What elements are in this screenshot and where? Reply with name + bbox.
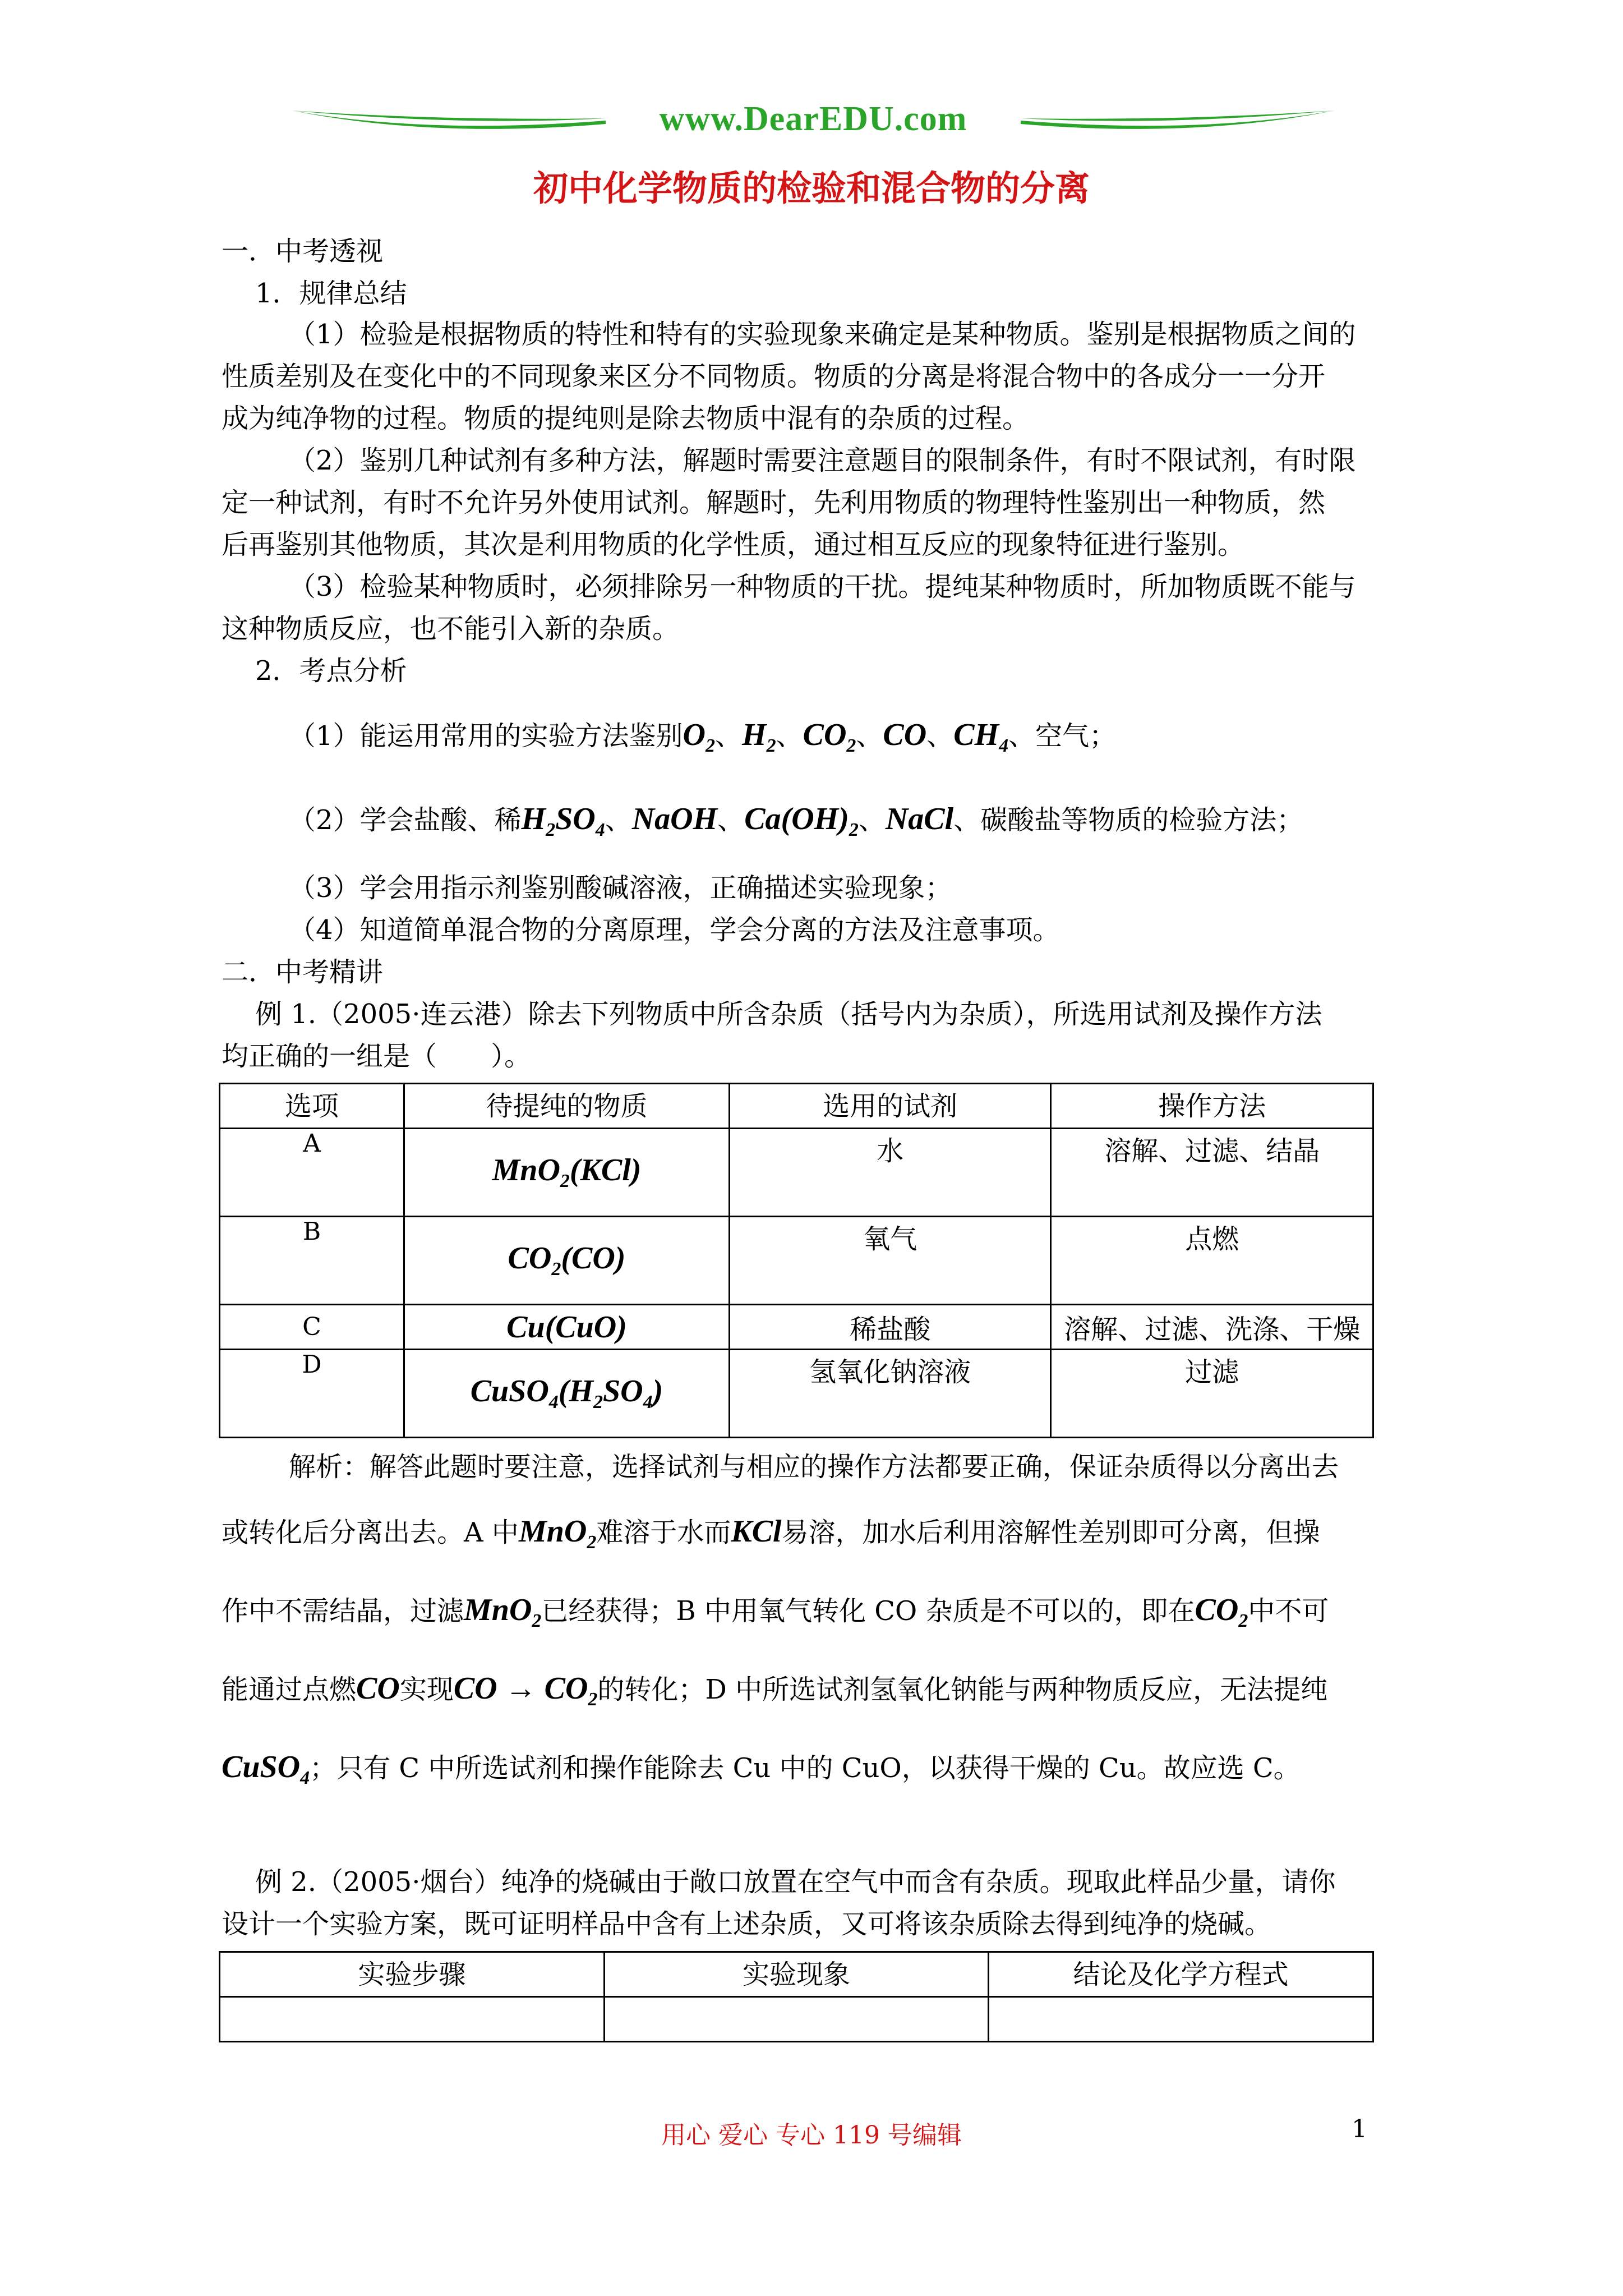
analysis-line: 解析：解答此题时要注意，选择试剂与相应的操作方法都要正确，保证杂质得以分离出去 bbox=[289, 1451, 1339, 1483]
key-point-text: （2）学会盐酸、稀 bbox=[289, 804, 522, 836]
key-point-1: （1）能运用常用的实验方法鉴别$O_2$、$H_2$、$CO_2$、CO、$CH_4$、空气； bbox=[289, 717, 1117, 757]
method-cell: 点燃 bbox=[1051, 1217, 1373, 1305]
formula-ch4: $CH_4$ bbox=[953, 717, 1009, 757]
example-1-table bbox=[219, 1083, 1374, 1438]
option-cell: A bbox=[220, 1129, 404, 1217]
formula-h2so4: $H_2SO_4$ bbox=[521, 802, 605, 841]
paragraph-line: 这种物质反应，也不能引入新的杂质。 bbox=[222, 613, 680, 645]
reagent-cell: 水 bbox=[729, 1129, 1050, 1217]
analysis-line: 或转化后分离出去。A 中MnO$_2$难溶于水而KCl易溶，加水后利用溶解性差别即可分离，但操 bbox=[222, 1514, 1320, 1553]
method-cell: 溶解、过滤、洗涤、干燥 bbox=[1051, 1305, 1373, 1350]
section-heading: 二．中考精讲 bbox=[222, 956, 384, 988]
section-heading: 一．中考透视 bbox=[222, 236, 384, 267]
empty-cell bbox=[989, 1997, 1373, 2042]
formula-naoh: NaOH bbox=[631, 802, 718, 836]
method-cell: 溶解、过滤、结晶 bbox=[1051, 1129, 1373, 1217]
table-header-cell: 操作方法 bbox=[1051, 1084, 1373, 1129]
substance-cell: $CuSO_4(H_2SO_4)$ bbox=[404, 1350, 729, 1438]
formula-co2: $CO_2$ bbox=[1195, 1593, 1248, 1632]
paragraph-line: 性质差别及在变化中的不同现象来区分不同物质。物质的分离是将混合物中的各成分一一分开 bbox=[222, 361, 1326, 392]
table-row bbox=[220, 1217, 1373, 1305]
table-header-row bbox=[220, 1084, 1373, 1129]
formula-o2: $O_2$ bbox=[683, 717, 715, 757]
formula-nacl: NaCl bbox=[885, 802, 954, 836]
table-row bbox=[220, 1129, 1373, 1217]
paragraph-line: （2）鉴别几种试剂有多种方法，解题时需要注意题目的限制条件，有时不限试剂，有时限 bbox=[289, 445, 1356, 476]
key-point-3: （3）学会用指示剂鉴别酸碱溶液，正确描述实验现象； bbox=[289, 872, 952, 904]
reagent-cell: 氧气 bbox=[729, 1217, 1050, 1305]
formula-co-to-co2: CO → $CO_2$ bbox=[453, 1671, 598, 1710]
key-point-2: （2）学会盐酸、稀$H_2SO_4$、NaOH、$Ca(OH)_2$、NaCl、碳酸盐等物质的检验方法； bbox=[289, 802, 1304, 841]
formula-kcl: KCl bbox=[731, 1514, 782, 1549]
table-header-cell: 实验现象 bbox=[604, 1952, 989, 1997]
method-cell: 过滤 bbox=[1051, 1350, 1373, 1438]
option-cell: D bbox=[220, 1350, 404, 1438]
option-cell: B bbox=[220, 1217, 404, 1305]
table-header-cell: 实验步骤 bbox=[220, 1952, 605, 1997]
analysis-line: 能通过点燃CO实现CO → $CO_2$的转化；D 中所选试剂氢氧化钠能与两种物质反应，无法提纯 bbox=[222, 1671, 1328, 1710]
substance-cell: MnO$_2$(KCl) bbox=[404, 1129, 729, 1217]
subsection-heading: 1．规律总结 bbox=[255, 278, 407, 309]
substance-cell: Cu(CuO) bbox=[404, 1305, 729, 1350]
example-2-line: 例 2.（2005·烟台）纯净的烧碱由于敞口放置在空气中而含有杂质。现取此样品少量，请你 bbox=[255, 1866, 1336, 1898]
option-cell: C bbox=[220, 1305, 404, 1350]
formula-co: CO bbox=[883, 717, 927, 752]
example-2-line: 设计一个实验方案，既可证明样品中含有上述杂质，又可将该杂质除去得到纯净的烧碱。 bbox=[222, 1908, 1272, 1940]
empty-cell bbox=[604, 1997, 989, 2042]
formula-co2: $CO_2$ bbox=[803, 717, 856, 757]
paragraph-line: （1）检验是根据物质的特性和特有的实验现象来确定是某种物质。鉴别是根据物质之间的 bbox=[289, 319, 1356, 350]
example-2-table bbox=[219, 1951, 1374, 2042]
paragraph-line: 成为纯净物的过程。物质的提纯则是除去物质中混有的杂质的过程。 bbox=[222, 403, 1030, 434]
table-header-cell: 选用的试剂 bbox=[729, 1084, 1050, 1129]
paragraph-line: 定一种试剂，有时不允许另外使用试剂。解题时，先利用物质的物理特性鉴别出一种物质，然 bbox=[222, 487, 1326, 518]
table-row bbox=[220, 1997, 1373, 2042]
table-header-cell: 结论及化学方程式 bbox=[989, 1952, 1373, 1997]
table-row bbox=[220, 1350, 1373, 1438]
page-footer: 用心 爱心 专心 119 号编辑 bbox=[661, 2121, 962, 2150]
formula-mno2: MnO$_2$ bbox=[464, 1593, 542, 1632]
formula-mno2: MnO$_2$ bbox=[518, 1514, 597, 1553]
paragraph-line: 后再鉴别其他物质，其次是利用物质的化学性质，通过相互反应的现象特征进行鉴别。 bbox=[222, 529, 1245, 560]
formula-caoh2: $Ca(OH)_2$ bbox=[744, 802, 859, 841]
document-title: 初中化学物质的检验和混合物的分离 bbox=[533, 168, 1090, 209]
reagent-cell: 氢氧化钠溶液 bbox=[729, 1350, 1050, 1438]
substance-cell: $CO_2(CO)$ bbox=[404, 1217, 729, 1305]
table-row bbox=[220, 1305, 1373, 1350]
analysis-line: 作中不需结晶，过滤MnO$_2$已经获得；B 中用氧气转化 CO 杂质是不可以的，即在$CO_2$中不可 bbox=[222, 1593, 1329, 1632]
key-point-text: （1）能运用常用的实验方法鉴别 bbox=[289, 720, 683, 752]
table-header-row bbox=[220, 1952, 1373, 1997]
table-header-cell: 选项 bbox=[220, 1084, 404, 1129]
analysis-line: CuSO$_4$；只有 C 中所选试剂和操作能除去 Cu 中的 CuO，以获得干燥的 Cu。故应选 C。 bbox=[222, 1750, 1301, 1789]
formula-cuso4: CuSO$_4$ bbox=[222, 1750, 310, 1789]
subsection-heading: 2．考点分析 bbox=[255, 655, 407, 687]
formula-h2: $H_2$ bbox=[742, 717, 776, 757]
site-logo bbox=[292, 100, 1335, 149]
empty-cell bbox=[220, 1997, 605, 2042]
key-point-text: 、碳酸盐等物质的检验方法； bbox=[953, 804, 1304, 836]
formula-co: CO bbox=[356, 1671, 400, 1706]
table-header-cell: 待提纯的物质 bbox=[404, 1084, 729, 1129]
paragraph-line: （3）检验某种物质时，必须排除另一种物质的干扰。提纯某种物质时，所加物质既不能与 bbox=[289, 571, 1356, 602]
example-1-line: 均正确的一组是（ ）。 bbox=[222, 1041, 532, 1072]
site-name: www.DearEDU.com bbox=[659, 100, 967, 138]
key-point-text: 、空气； bbox=[1008, 720, 1117, 752]
reagent-cell: 稀盐酸 bbox=[729, 1305, 1050, 1350]
key-point-4: （4）知道简单混合物的分离原理，学会分离的方法及注意事项。 bbox=[289, 914, 1060, 946]
page-number: 1 bbox=[1352, 2115, 1367, 2143]
example-1-line: 例 1.（2005·连云港）除去下列物质中所含杂质（括号内为杂质），所选用试剂及操作方法 bbox=[255, 999, 1322, 1030]
